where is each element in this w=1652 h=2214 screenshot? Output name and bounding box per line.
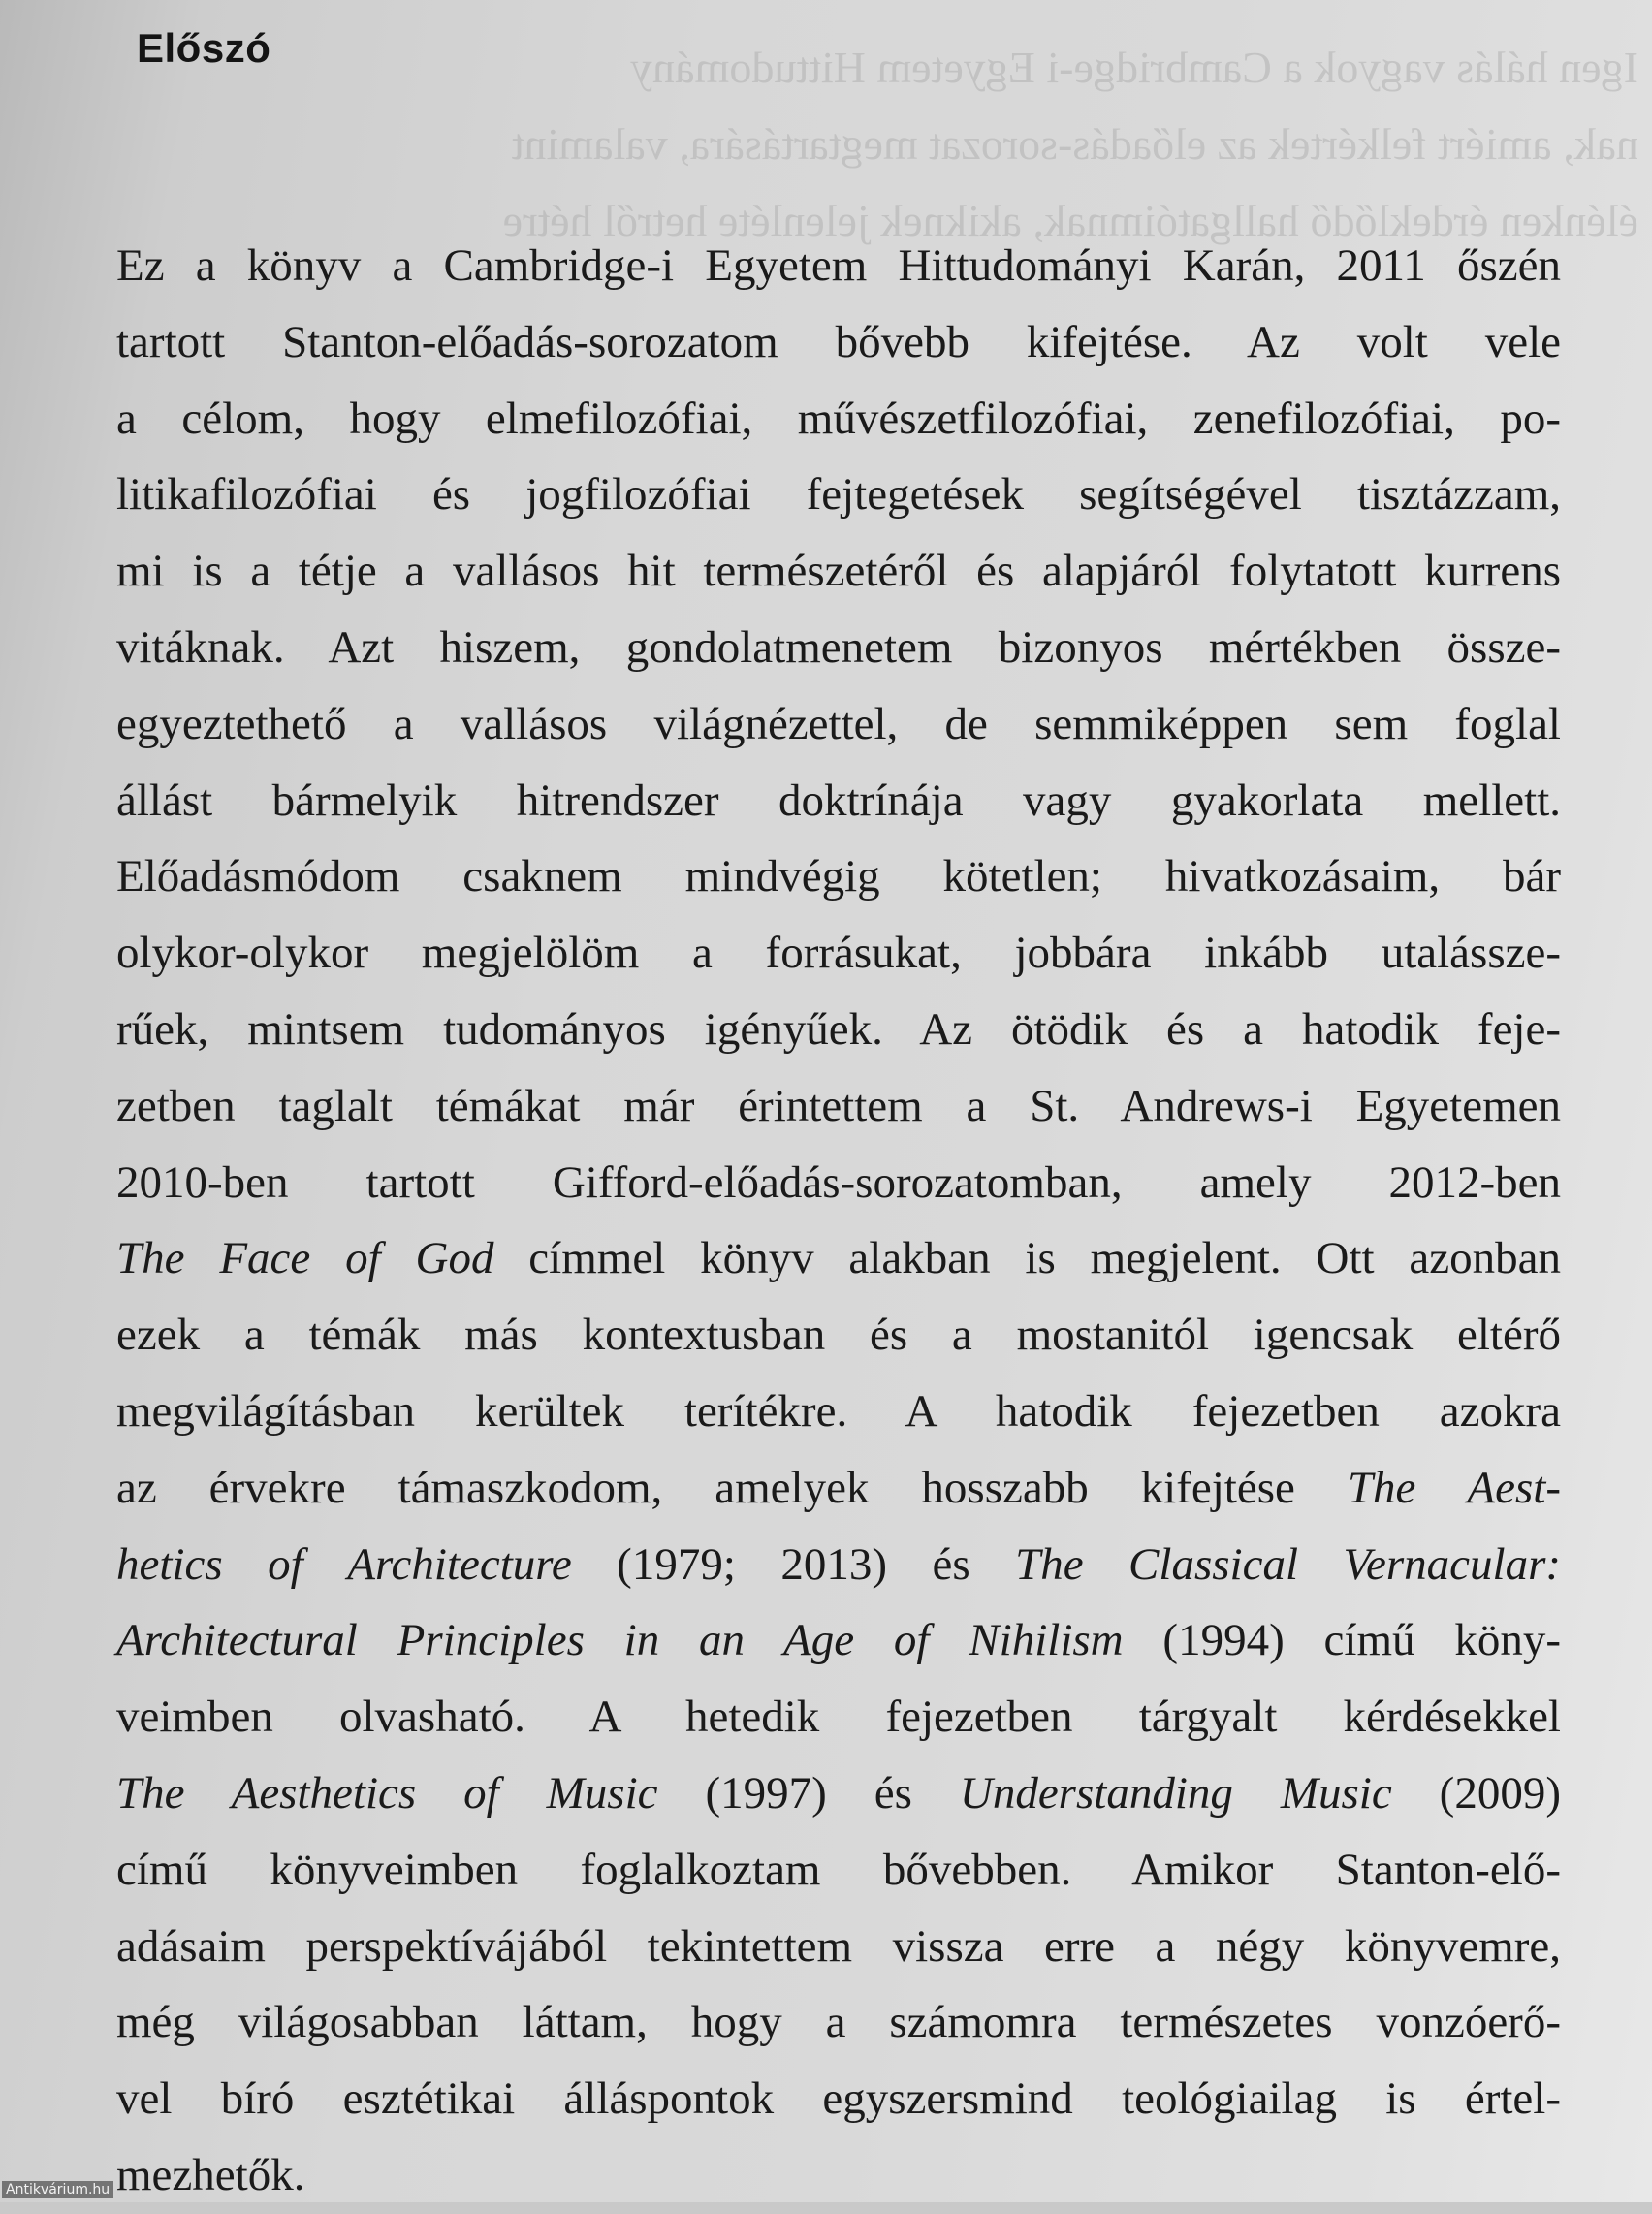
book-title-italic: hetics of Architecture [116, 1538, 572, 1590]
book-title-italic: The Aesthetics of Music [116, 1767, 658, 1819]
text-line [116, 686, 1561, 763]
text-line [116, 1527, 1561, 1603]
text-line [116, 1984, 1561, 2061]
text-run: megvilágításban kerültek terítékre. A hatodik fejezetben azokra [116, 1385, 1561, 1437]
text-run: címmel könyv alakban is megjelent. Ott azonban [493, 1233, 1561, 1284]
book-title-italic: The Classical Vernacular: [1015, 1538, 1562, 1590]
text-run: 2010-ben tartott Gifford-előadás-sorozatomban, amely 2012-ben [116, 1156, 1561, 1208]
text-line [116, 1297, 1561, 1374]
text-run: egyeztethető a vallásos világnézettel, de semmiképpen sem foglal [116, 698, 1561, 749]
watermark: Antikvárium.hu [2, 2181, 113, 2198]
text-run: (2009) [1391, 1767, 1561, 1819]
book-title-italic: The Aest- [1347, 1462, 1561, 1513]
text-line [116, 1145, 1561, 1221]
page-title: Előszó [137, 25, 271, 71]
text-line [116, 228, 1561, 304]
text-run: vel bíró esztétikai álláspontok egyszersmind teológiailag is értel- [116, 2073, 1561, 2125]
text-line [116, 763, 1561, 839]
text-line [116, 2137, 1561, 2214]
preface-paragraph [116, 228, 1561, 2214]
text-line [116, 1374, 1561, 1450]
book-title-italic: Understanding Music [959, 1767, 1392, 1819]
text-line [116, 1602, 1561, 1679]
text-line [116, 1450, 1561, 1527]
text-run: tartott Stanton-előadás-sorozatom bővebb kifejtése. Az volt vele [116, 316, 1561, 367]
text-run: (1997) és [657, 1767, 960, 1819]
bleed-line: Igen hálás vagyok a Cambridge-i Egyetem Hittudomány [630, 43, 1638, 92]
text-line [116, 1220, 1561, 1297]
text-line [116, 1679, 1561, 1755]
text-run: (1979; 2013) és [571, 1538, 1016, 1590]
text-run: Előadásmódom csaknem mindvégig kötetlen; hivatkozásaim, bár [116, 851, 1561, 902]
text-line [116, 2061, 1561, 2137]
text-run: zetben taglalt témákat már érintettem a St. Andrews-i Egyetemen [116, 1080, 1561, 1131]
text-line [116, 533, 1561, 610]
text-run: még világosabban láttam, hogy a számomra természetes vonzóerő- [116, 1997, 1561, 2048]
text-line [116, 992, 1561, 1068]
book-title-italic: Architectural Principles in an Age of Nihilism [116, 1615, 1124, 1666]
text-line [116, 1068, 1561, 1145]
text-run: című könyveimben foglalkoztam bővebben. Amikor Stanton-elő- [116, 1844, 1561, 1895]
text-run: (1994) című köny- [1123, 1615, 1561, 1666]
text-line [116, 915, 1561, 992]
text-line [116, 304, 1561, 381]
text-run: rűek, mintsem tudományos igényűek. Az ötödik és a hatodik feje- [116, 1003, 1561, 1055]
text-run: olykor-olykor megjelölöm a forrásukat, jobbára inkább utalássze- [116, 928, 1561, 979]
book-title-italic: The Face of God [116, 1233, 494, 1284]
text-run: veimben olvasható. A hetedik fejezetben tárgyalt kérdésekkel [116, 1692, 1561, 1743]
text-run: az érvekre támaszkodom, amelyek hosszabb kifejtése [116, 1462, 1348, 1513]
text-line [116, 1909, 1561, 1985]
text-line [116, 610, 1561, 686]
text-line [116, 381, 1561, 458]
bleed-line: nak, amiért felkértek az előadás-sorozat megtartására, valamint [511, 119, 1638, 169]
text-run: vitáknak. Azt hiszem, gondolatmenetem bizonyos mértékben össze- [116, 621, 1561, 673]
text-run: adásaim perspektívájából tekintettem vissza erre a négy könyvemre, [116, 1920, 1561, 1972]
text-run: a célom, hogy elmefilozófiai, művészetfilozófiai, zenefilozófiai, po- [116, 393, 1561, 444]
text-run: litikafilozófiai és jogfilozófiai fejtegetések segítségével tisztázzam, [116, 469, 1561, 521]
text-run: ezek a témák más kontextusban és a mostanitól igencsak eltérő [116, 1310, 1561, 1361]
text-line [116, 1755, 1561, 1832]
text-line [116, 838, 1561, 915]
text-run: mezhetők. [116, 2149, 305, 2200]
text-run: állást bármelyik hitrendszer doktrínája vagy gyakorlata mellett. [116, 775, 1561, 826]
text-run: Ez a könyv a Cambridge-i Egyetem Hittudományi Karán, 2011 őszén [116, 240, 1561, 291]
bleed-line: élénken érdeklődő hallgatóimnak, akiknek jelenléte hetről hétre [502, 196, 1638, 245]
text-line [116, 457, 1561, 533]
text-line [116, 1832, 1561, 1909]
text-run: mi is a tétje a vallásos hit természetéről és alapjáról folytatott kurrens [116, 546, 1561, 597]
bleed-through-text [502, 29, 1638, 259]
